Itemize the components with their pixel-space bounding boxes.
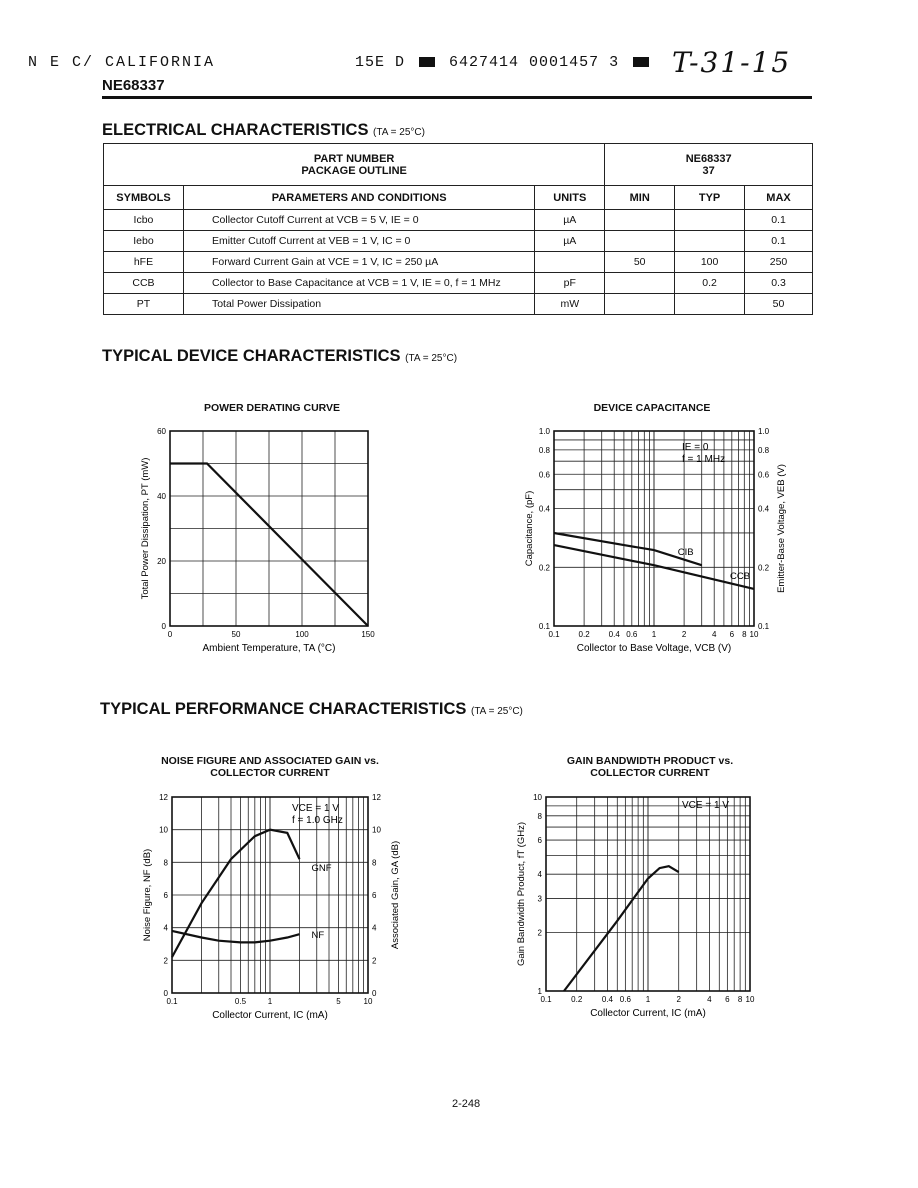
col-params: PARAMETERS AND CONDITIONS — [183, 186, 534, 210]
y-tick-label: 40 — [157, 492, 166, 501]
x-tick-label: 0.1 — [166, 997, 178, 1006]
y-tick-label: 8 — [163, 858, 168, 868]
y-tick-label: 0.2 — [538, 563, 550, 573]
col-typ: TYP — [675, 186, 745, 210]
part-number: NE68337 — [102, 77, 165, 94]
x-tick-label: 0.4 — [601, 995, 613, 1004]
annotation: IE = 0 — [682, 442, 709, 453]
y-tick-label: 1.0 — [538, 427, 550, 436]
x-tick-label: 8 — [742, 630, 747, 639]
table-row: Iebo Emitter Cutoff Current at VEB = 1 V, IC = 0 µA 0.1 — [104, 231, 813, 252]
y-tick-label: 0.4 — [538, 504, 550, 514]
y-tick-label: 6 — [163, 891, 168, 900]
x-tick-label: 10 — [745, 995, 755, 1004]
gain-bandwidth-chart — [500, 785, 800, 1030]
power-derating-chart — [120, 420, 420, 665]
series-line — [564, 866, 679, 991]
y-right-axis-label: Emitter-Base Voltage, VEB (V) — [776, 464, 787, 593]
y-right-tick-label: 4 — [372, 923, 377, 933]
y-right-tick-label: 0.1 — [758, 622, 770, 631]
x-tick-label: 6 — [725, 995, 730, 1004]
black-mark — [419, 57, 435, 67]
y-tick-label: 6 — [537, 836, 542, 846]
x-tick-label: 1 — [645, 995, 651, 1004]
code-left: 15E D — [355, 54, 406, 71]
y-tick-label: 0.8 — [538, 445, 550, 455]
y-tick-label: 10 — [159, 825, 168, 835]
x-tick-label: 150 — [361, 630, 375, 639]
series-label: CIB — [677, 547, 694, 559]
table-row: CCB Collector to Base Capacitance at VCB = 1 V, IE = 0, f = 1 MHz pF 0.2 0.3 — [104, 273, 813, 294]
table-row: hFE Forward Current Gain at VCE = 1 V, IC = 250 µA 50 100 250 — [104, 252, 813, 273]
chart-title: POWER DERATING CURVE — [203, 402, 341, 414]
y-tick-label: 4 — [537, 870, 542, 880]
chart-title: NOISE FIGURE AND ASSOCIATED GAIN vs. COLLECTOR CURRENT — [161, 755, 379, 779]
series-label: GNF — [311, 863, 332, 875]
y-tick-label: 20 — [157, 557, 166, 566]
x-tick-label: 2 — [676, 995, 681, 1004]
y-right-tick-label: 0.8 — [758, 445, 770, 455]
x-tick-label: 0.2 — [571, 995, 583, 1004]
x-tick-label: 8 — [737, 995, 743, 1004]
x-tick-label: 0.6 — [626, 630, 638, 639]
y-right-tick-label: 0 — [372, 989, 377, 998]
y-tick-label: 4 — [163, 923, 168, 933]
y-right-tick-label: 12 — [372, 793, 381, 802]
company-header: N E C/ CALIFORNIA — [28, 54, 216, 71]
y-tick-label: 60 — [157, 427, 166, 436]
table-row: PT Total Power Dissipation mW 50 — [104, 294, 813, 315]
handwritten-code: T-31-15 — [672, 46, 792, 79]
series-label: CCB — [730, 570, 751, 582]
electrical-table — [103, 143, 813, 315]
code-right: 6427414 0001457 3 — [449, 54, 620, 71]
x-tick-label: 0.1 — [540, 995, 552, 1004]
y-tick-label: 10 — [533, 793, 542, 802]
y-right-tick-label: 6 — [372, 891, 377, 900]
series-label: NF — [311, 930, 325, 942]
y-tick-label: 0.1 — [538, 622, 550, 631]
x-tick-label: 0.6 — [619, 995, 631, 1004]
x-tick-label: 4 — [707, 995, 712, 1004]
x-tick-label: 0.4 — [608, 630, 620, 639]
y-axis-label: Noise Figure, NF (dB) — [142, 848, 153, 942]
col-units: UNITS — [535, 186, 605, 210]
x-axis-label: Collector Current, IC (mA) — [590, 1008, 706, 1019]
y-right-tick-label: 0.2 — [758, 563, 770, 573]
annotation: VCE = 1 V — [292, 803, 339, 814]
x-axis-label: Collector Current, IC (mA) — [212, 1010, 328, 1021]
y-tick-label: 0 — [161, 622, 166, 631]
y-axis-label: Gain Bandwidth Product, fT (GHz) — [516, 822, 527, 966]
y-tick-label: 0 — [163, 989, 168, 998]
x-tick-label: 10 — [363, 997, 373, 1006]
chart-title: DEVICE CAPACITANCE — [593, 402, 711, 414]
part-number-cell: PART NUMBER PACKAGE OUTLINE — [104, 144, 605, 186]
typical-device-title: TYPICAL DEVICE CHARACTERISTICS (TA = 25°C) — [102, 347, 458, 365]
x-tick-label: 100 — [295, 630, 309, 639]
x-tick-label: 0.2 — [578, 630, 590, 639]
x-tick-label: 4 — [711, 630, 717, 639]
part-value-cell: NE68337 37 — [605, 144, 813, 186]
x-tick-label: 5 — [336, 997, 341, 1006]
table-row: Icbo Collector Cutoff Current at VCB = 5 V, IE = 0 µA 0.1 — [104, 210, 813, 231]
doc-codes — [355, 54, 653, 71]
noise-figure-chart — [120, 785, 430, 1030]
series-line — [172, 931, 300, 943]
y-right-tick-label: 1.0 — [758, 427, 770, 436]
y-tick-label: 3 — [537, 894, 542, 904]
x-tick-label: 1 — [267, 997, 273, 1006]
annotation: f = 1 MHz — [682, 454, 726, 465]
y-tick-label: 8 — [537, 811, 542, 821]
y-right-tick-label: 8 — [372, 858, 377, 868]
x-axis-label: Collector to Base Voltage, VCB (V) — [576, 643, 732, 654]
col-max: MAX — [745, 186, 813, 210]
x-tick-label: 10 — [749, 630, 759, 639]
x-tick-label: 0.5 — [234, 997, 247, 1006]
device-capacitance-chart — [500, 420, 810, 665]
y-tick-label: 2 — [537, 928, 542, 938]
y-right-axis-label: Associated Gain, GA (dB) — [390, 840, 401, 950]
y-tick-label: 2 — [163, 956, 168, 966]
y-right-tick-label: 10 — [372, 825, 381, 835]
black-mark — [633, 57, 649, 67]
y-tick-label: 0.6 — [538, 470, 550, 480]
y-right-tick-label: 2 — [372, 956, 377, 966]
annotation: f = 1.0 GHz — [292, 815, 343, 826]
annotation: VCE = 1 V — [682, 800, 729, 811]
y-axis-label: Capacitance, (pF) — [524, 490, 535, 567]
y-right-tick-label: 0.4 — [758, 504, 770, 514]
typical-performance-title: TYPICAL PERFORMANCE CHARACTERISTICS (TA = 25°C) — [100, 700, 523, 718]
electrical-title: ELECTRICAL CHARACTERISTICS (TA = 25°C) — [102, 121, 425, 139]
x-tick-label: 0.1 — [548, 630, 560, 639]
col-symbols: SYMBOLS — [104, 186, 184, 210]
x-axis-label: Ambient Temperature, TA (°C) — [202, 643, 336, 654]
x-tick-label: 50 — [231, 630, 241, 639]
page-number: 2-248 — [452, 1098, 481, 1110]
x-tick-label: 2 — [681, 630, 687, 639]
chart-title: GAIN BANDWIDTH PRODUCT vs. COLLECTOR CURRENT — [566, 755, 734, 779]
col-min: MIN — [605, 186, 675, 210]
y-tick-label: 1 — [537, 987, 542, 996]
y-right-tick-label: 0.6 — [758, 470, 770, 480]
x-tick-label: 0 — [167, 630, 173, 639]
header-rule — [102, 96, 812, 99]
y-axis-label: Total Power Dissipation, PT (mW) — [140, 457, 151, 600]
y-tick-label: 12 — [159, 793, 168, 802]
x-tick-label: 6 — [729, 630, 735, 639]
x-tick-label: 1 — [651, 630, 657, 639]
